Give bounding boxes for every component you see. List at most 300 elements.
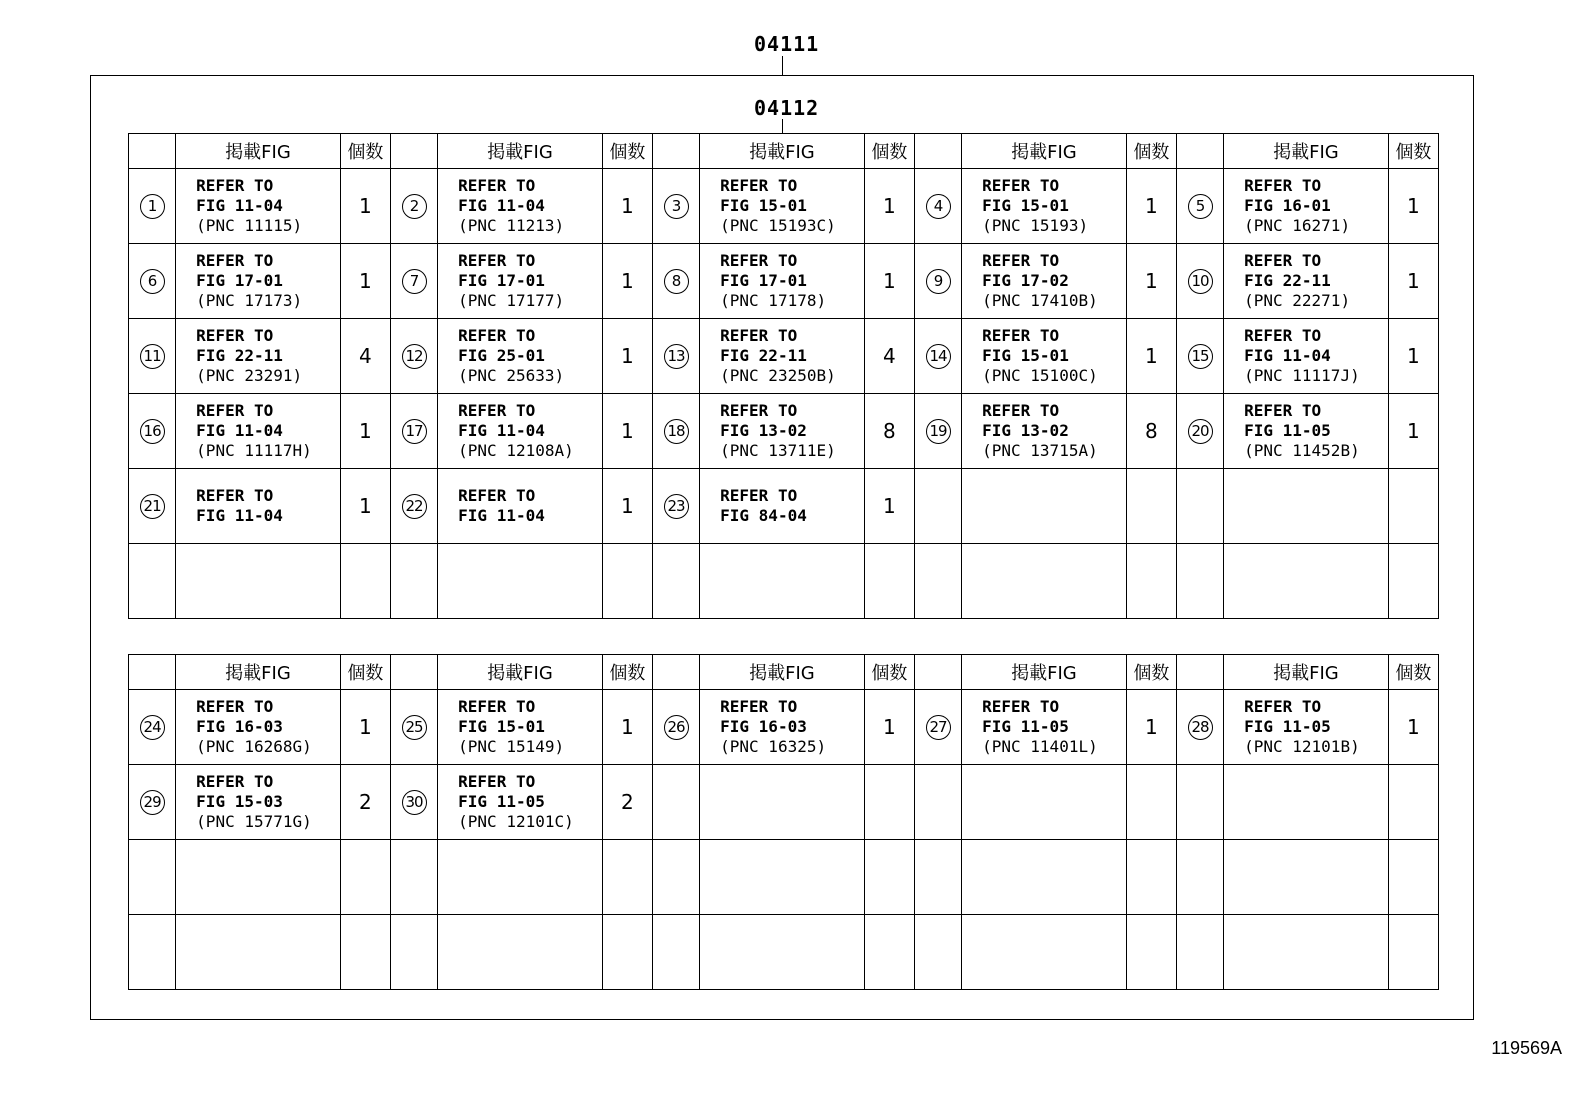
item-number-cell	[914, 319, 961, 394]
header-qty: 個数	[1388, 134, 1438, 169]
fig-number: FIG 15-01	[982, 346, 1069, 365]
fig-reference-cell	[700, 915, 865, 990]
pnc-number: (PNC 17177)	[458, 291, 565, 310]
fig-reference-cell	[1224, 840, 1389, 915]
fig-reference-cell	[700, 394, 865, 469]
header-num-blank	[390, 134, 437, 169]
fig-reference-cell	[1224, 169, 1389, 244]
item-number-cell	[1176, 319, 1223, 394]
fig-reference-cell	[176, 244, 341, 319]
quantity-cell	[1126, 469, 1176, 544]
fig-number: FIG 17-01	[720, 271, 807, 290]
fig-number: FIG 15-03	[196, 792, 283, 811]
item-number-cell	[390, 394, 437, 469]
item-number-circle: 20	[1188, 419, 1213, 444]
quantity-cell: 1	[864, 690, 914, 765]
refer-to-text: REFER TO	[982, 697, 1060, 716]
pnc-number: (PNC 12101B)	[1244, 737, 1360, 756]
item-number-cell	[1176, 690, 1223, 765]
item-number-cell	[390, 915, 437, 990]
refer-to-text: REFER TO	[458, 697, 536, 716]
refer-to-text: REFER TO	[982, 326, 1060, 345]
quantity-cell: 1	[602, 319, 652, 394]
table-row	[129, 319, 1439, 394]
table-row	[129, 840, 1439, 915]
header-qty: 個数	[1388, 655, 1438, 690]
fig-reference-cell	[962, 169, 1127, 244]
fig-reference-cell	[438, 169, 603, 244]
pnc-number: (PNC 17173)	[196, 291, 303, 310]
item-number-cell	[652, 469, 699, 544]
fig-number: FIG 11-04	[458, 196, 545, 215]
fig-number: FIG 15-01	[720, 196, 807, 215]
fig-reference-cell	[176, 690, 341, 765]
item-number-circle: 2	[402, 194, 427, 219]
fig-number: FIG 11-04	[458, 421, 545, 440]
quantity-cell	[340, 915, 390, 990]
quantity-cell: 4	[864, 319, 914, 394]
fig-reference-cell	[438, 319, 603, 394]
pnc-number: (PNC 17178)	[720, 291, 827, 310]
fig-reference-cell	[176, 394, 341, 469]
header-num-blank	[914, 134, 961, 169]
quantity-cell: 1	[1388, 244, 1438, 319]
fig-number: FIG 11-04	[1244, 346, 1331, 365]
fig-number: FIG 11-05	[1244, 717, 1331, 736]
item-number-cell	[129, 169, 176, 244]
header-fig: 掲載FIG	[1224, 655, 1389, 690]
header-qty: 個数	[1126, 134, 1176, 169]
header-fig: 掲載FIG	[438, 655, 603, 690]
fig-number: FIG 25-01	[458, 346, 545, 365]
item-number-cell	[914, 169, 961, 244]
pnc-number: (PNC 11117H)	[196, 441, 312, 460]
refer-to-text: REFER TO	[1244, 401, 1322, 420]
item-number-circle: 12	[402, 344, 427, 369]
quantity-cell	[1126, 765, 1176, 840]
quantity-cell: 1	[340, 394, 390, 469]
header-qty: 個数	[340, 134, 390, 169]
refer-to-text: REFER TO	[982, 251, 1060, 270]
fig-reference-cell	[962, 244, 1127, 319]
fig-number: FIG 11-04	[196, 196, 283, 215]
quantity-cell: 1	[1388, 169, 1438, 244]
quantity-cell: 8	[1126, 394, 1176, 469]
fig-number: FIG 17-02	[982, 271, 1069, 290]
quantity-cell: 1	[864, 169, 914, 244]
quantity-cell	[1126, 544, 1176, 619]
fig-number: FIG 16-01	[1244, 196, 1331, 215]
quantity-cell	[1388, 765, 1438, 840]
header-num-blank	[652, 655, 699, 690]
fig-reference-cell	[962, 765, 1127, 840]
fig-number: FIG 13-02	[982, 421, 1069, 440]
table-header-row	[129, 134, 1439, 169]
item-number-cell	[652, 244, 699, 319]
refer-to-text: REFER TO	[1244, 326, 1322, 345]
fig-reference-cell	[1224, 544, 1389, 619]
pnc-number: (PNC 11115)	[196, 216, 303, 235]
item-number-cell	[390, 690, 437, 765]
item-number-cell	[1176, 840, 1223, 915]
pnc-number: (PNC 12108A)	[458, 441, 574, 460]
item-number-cell	[652, 394, 699, 469]
fig-reference-cell	[700, 319, 865, 394]
header-fig: 掲載FIG	[438, 134, 603, 169]
item-number-cell	[390, 469, 437, 544]
fig-reference-cell	[438, 915, 603, 990]
pnc-number: (PNC 16325)	[720, 737, 827, 756]
item-number-circle: 11	[140, 344, 165, 369]
pnc-number: (PNC 13715A)	[982, 441, 1098, 460]
table-row	[129, 169, 1439, 244]
pnc-number: (PNC 17410B)	[982, 291, 1098, 310]
refer-to-text: REFER TO	[720, 176, 798, 195]
table-row	[129, 394, 1439, 469]
fig-reference-cell	[962, 469, 1127, 544]
fig-reference-cell	[176, 469, 341, 544]
refer-to-text: REFER TO	[1244, 697, 1322, 716]
fig-number: FIG 17-01	[196, 271, 283, 290]
item-number-circle: 17	[402, 419, 427, 444]
table-row	[129, 469, 1439, 544]
header-num-blank	[1176, 134, 1223, 169]
refer-to-text: REFER TO	[196, 486, 274, 505]
pnc-number: (PNC 22271)	[1244, 291, 1351, 310]
refer-to-text: REFER TO	[720, 326, 798, 345]
header-qty: 個数	[602, 655, 652, 690]
item-number-circle: 9	[926, 269, 951, 294]
item-number-circle: 1	[140, 194, 165, 219]
quantity-cell	[864, 915, 914, 990]
fig-reference-cell	[438, 840, 603, 915]
fig-reference-cell	[1224, 690, 1389, 765]
pnc-number: (PNC 25633)	[458, 366, 565, 385]
quantity-cell	[1388, 544, 1438, 619]
quantity-cell: 1	[602, 469, 652, 544]
item-number-cell	[652, 169, 699, 244]
header-qty: 個数	[602, 134, 652, 169]
pnc-number: (PNC 16271)	[1244, 216, 1351, 235]
quantity-cell: 1	[602, 244, 652, 319]
item-number-circle: 5	[1188, 194, 1213, 219]
item-number-cell	[129, 915, 176, 990]
fig-reference-cell	[1224, 915, 1389, 990]
header-fig: 掲載FIG	[176, 134, 341, 169]
fig-reference-cell	[176, 319, 341, 394]
table-row	[129, 915, 1439, 990]
item-number-circle: 15	[1188, 344, 1213, 369]
refer-to-text: REFER TO	[458, 486, 536, 505]
fig-reference-cell	[438, 244, 603, 319]
item-number-cell	[914, 244, 961, 319]
table-row	[129, 244, 1439, 319]
item-number-cell	[1176, 394, 1223, 469]
fig-number: FIG 22-11	[1244, 271, 1331, 290]
header-num-blank	[652, 134, 699, 169]
header-num-blank	[1176, 655, 1223, 690]
illustration-number: 119569A	[1491, 1038, 1562, 1058]
fig-reference-cell	[1224, 244, 1389, 319]
pnc-number: (PNC 11213)	[458, 216, 565, 235]
fig-reference-cell	[962, 840, 1127, 915]
quantity-cell	[1126, 840, 1176, 915]
quantity-cell	[602, 915, 652, 990]
item-number-circle: 24	[140, 715, 165, 740]
item-number-cell	[914, 544, 961, 619]
item-number-cell	[914, 690, 961, 765]
fig-number: FIG 11-05	[982, 717, 1069, 736]
outer-group-code: 04111	[754, 32, 820, 56]
item-number-circle: 28	[1188, 715, 1213, 740]
quantity-cell: 1	[1126, 690, 1176, 765]
item-number-circle: 25	[402, 715, 427, 740]
quantity-cell	[864, 840, 914, 915]
item-number-cell	[390, 840, 437, 915]
fig-number: FIG 15-01	[458, 717, 545, 736]
quantity-cell: 1	[1388, 319, 1438, 394]
quantity-cell: 1	[340, 244, 390, 319]
quantity-cell	[602, 544, 652, 619]
item-number-cell	[1176, 469, 1223, 544]
refer-to-text: REFER TO	[458, 326, 536, 345]
header-num-blank	[914, 655, 961, 690]
item-number-cell	[1176, 544, 1223, 619]
fig-reference-cell	[176, 765, 341, 840]
refer-to-text: REFER TO	[1244, 251, 1322, 270]
item-number-cell	[390, 169, 437, 244]
item-number-cell	[914, 394, 961, 469]
fig-reference-cell	[438, 544, 603, 619]
refer-to-text: REFER TO	[196, 251, 274, 270]
table-header-row	[129, 655, 1439, 690]
inner-group-code: 04112	[754, 96, 820, 120]
table-row	[129, 544, 1439, 619]
refer-to-text: REFER TO	[458, 772, 536, 791]
pnc-number: (PNC 12101C)	[458, 812, 574, 831]
quantity-cell: 2	[602, 765, 652, 840]
item-number-cell	[1176, 169, 1223, 244]
quantity-cell: 1	[1388, 394, 1438, 469]
quantity-cell	[864, 544, 914, 619]
header-qty: 個数	[1126, 655, 1176, 690]
quantity-cell	[602, 840, 652, 915]
refer-to-text: REFER TO	[458, 176, 536, 195]
item-number-cell	[129, 544, 176, 619]
quantity-cell: 8	[864, 394, 914, 469]
header-num-blank	[129, 134, 176, 169]
fig-reference-cell	[700, 840, 865, 915]
refer-to-text: REFER TO	[458, 401, 536, 420]
fig-reference-cell	[438, 469, 603, 544]
quantity-cell	[864, 765, 914, 840]
item-number-cell	[914, 469, 961, 544]
item-number-circle: 22	[402, 494, 427, 519]
parts-table-upper	[128, 133, 1439, 619]
fig-reference-cell	[176, 840, 341, 915]
fig-reference-cell	[962, 319, 1127, 394]
item-number-circle: 29	[140, 790, 165, 815]
quantity-cell: 1	[1126, 319, 1176, 394]
quantity-cell: 1	[340, 690, 390, 765]
inner-leader-line	[782, 119, 783, 133]
fig-reference-cell	[438, 690, 603, 765]
table-row	[129, 765, 1439, 840]
fig-reference-cell	[176, 915, 341, 990]
fig-number: FIG 22-11	[196, 346, 283, 365]
fig-reference-cell	[1224, 319, 1389, 394]
fig-number: FIG 22-11	[720, 346, 807, 365]
header-qty: 個数	[864, 655, 914, 690]
item-number-cell	[390, 544, 437, 619]
quantity-cell: 1	[340, 169, 390, 244]
item-number-circle: 8	[664, 269, 689, 294]
pnc-number: (PNC 11117J)	[1244, 366, 1360, 385]
item-number-circle: 30	[402, 790, 427, 815]
quantity-cell	[1126, 915, 1176, 990]
header-fig: 掲載FIG	[700, 134, 865, 169]
pnc-number: (PNC 11452B)	[1244, 441, 1360, 460]
item-number-cell	[1176, 915, 1223, 990]
item-number-cell	[652, 765, 699, 840]
quantity-cell: 1	[1126, 169, 1176, 244]
item-number-circle: 18	[664, 419, 689, 444]
item-number-cell	[129, 765, 176, 840]
item-number-circle: 3	[664, 194, 689, 219]
quantity-cell: 1	[864, 244, 914, 319]
fig-reference-cell	[700, 765, 865, 840]
item-number-cell	[129, 469, 176, 544]
fig-reference-cell	[700, 690, 865, 765]
pnc-number: (PNC 23250B)	[720, 366, 836, 385]
item-number-circle: 16	[140, 419, 165, 444]
fig-reference-cell	[700, 544, 865, 619]
quantity-cell: 4	[340, 319, 390, 394]
item-number-circle: 23	[664, 494, 689, 519]
item-number-circle: 19	[926, 419, 951, 444]
fig-reference-cell	[700, 469, 865, 544]
parts-table-lower	[128, 654, 1439, 990]
item-number-cell	[1176, 765, 1223, 840]
refer-to-text: REFER TO	[982, 401, 1060, 420]
fig-reference-cell	[962, 690, 1127, 765]
quantity-cell: 1	[1388, 690, 1438, 765]
pnc-number: (PNC 15193)	[982, 216, 1089, 235]
refer-to-text: REFER TO	[196, 176, 274, 195]
item-number-cell	[652, 319, 699, 394]
refer-to-text: REFER TO	[720, 697, 798, 716]
fig-reference-cell	[1224, 765, 1389, 840]
fig-number: FIG 11-04	[458, 506, 545, 525]
quantity-cell	[340, 840, 390, 915]
fig-number: FIG 11-05	[458, 792, 545, 811]
fig-number: FIG 13-02	[720, 421, 807, 440]
refer-to-text: REFER TO	[196, 401, 274, 420]
item-number-cell	[129, 394, 176, 469]
fig-number: FIG 11-04	[196, 506, 283, 525]
fig-reference-cell	[962, 394, 1127, 469]
item-number-cell	[390, 244, 437, 319]
pnc-number: (PNC 23291)	[196, 366, 303, 385]
header-qty: 個数	[864, 134, 914, 169]
item-number-circle: 10	[1188, 269, 1213, 294]
refer-to-text: REFER TO	[196, 772, 274, 791]
item-number-cell	[914, 840, 961, 915]
item-number-circle: 21	[140, 494, 165, 519]
header-fig: 掲載FIG	[176, 655, 341, 690]
fig-reference-cell	[962, 544, 1127, 619]
item-number-cell	[129, 840, 176, 915]
fig-number: FIG 16-03	[720, 717, 807, 736]
table-row	[129, 690, 1439, 765]
refer-to-text: REFER TO	[720, 486, 798, 505]
item-number-circle: 4	[926, 194, 951, 219]
quantity-cell: 1	[602, 690, 652, 765]
fig-reference-cell	[176, 169, 341, 244]
item-number-cell	[914, 915, 961, 990]
refer-to-text: REFER TO	[720, 401, 798, 420]
quantity-cell	[1388, 469, 1438, 544]
fig-number: FIG 11-05	[1244, 421, 1331, 440]
item-number-circle: 14	[926, 344, 951, 369]
fig-reference-cell	[1224, 469, 1389, 544]
refer-to-text: REFER TO	[458, 251, 536, 270]
fig-number: FIG 17-01	[458, 271, 545, 290]
item-number-circle: 13	[664, 344, 689, 369]
quantity-cell: 2	[340, 765, 390, 840]
item-number-cell	[652, 690, 699, 765]
header-fig: 掲載FIG	[1224, 134, 1389, 169]
pnc-number: (PNC 16268G)	[196, 737, 312, 756]
item-number-cell	[129, 319, 176, 394]
fig-reference-cell	[700, 169, 865, 244]
header-fig: 掲載FIG	[962, 134, 1127, 169]
quantity-cell: 1	[340, 469, 390, 544]
item-number-circle: 26	[664, 715, 689, 740]
item-number-cell	[652, 544, 699, 619]
pnc-number: (PNC 13711E)	[720, 441, 836, 460]
fig-reference-cell	[438, 765, 603, 840]
quantity-cell	[1388, 840, 1438, 915]
pnc-number: (PNC 15193C)	[720, 216, 836, 235]
fig-number: FIG 84-04	[720, 506, 807, 525]
fig-reference-cell	[176, 544, 341, 619]
fig-reference-cell	[962, 915, 1127, 990]
quantity-cell	[1388, 915, 1438, 990]
header-num-blank	[390, 655, 437, 690]
refer-to-text: REFER TO	[720, 251, 798, 270]
fig-number: FIG 11-04	[196, 421, 283, 440]
pnc-number: (PNC 15100C)	[982, 366, 1098, 385]
header-num-blank	[129, 655, 176, 690]
refer-to-text: REFER TO	[196, 697, 274, 716]
quantity-cell: 1	[602, 169, 652, 244]
header-qty: 個数	[340, 655, 390, 690]
item-number-cell	[1176, 244, 1223, 319]
item-number-cell	[914, 765, 961, 840]
header-fig: 掲載FIG	[962, 655, 1127, 690]
quantity-cell: 1	[864, 469, 914, 544]
item-number-circle: 27	[926, 715, 951, 740]
quantity-cell: 1	[1126, 244, 1176, 319]
item-number-cell	[390, 319, 437, 394]
quantity-cell	[340, 544, 390, 619]
item-number-cell	[390, 765, 437, 840]
fig-reference-cell	[1224, 394, 1389, 469]
pnc-number: (PNC 15149)	[458, 737, 565, 756]
item-number-circle: 6	[140, 269, 165, 294]
outer-leader-line	[782, 56, 783, 75]
